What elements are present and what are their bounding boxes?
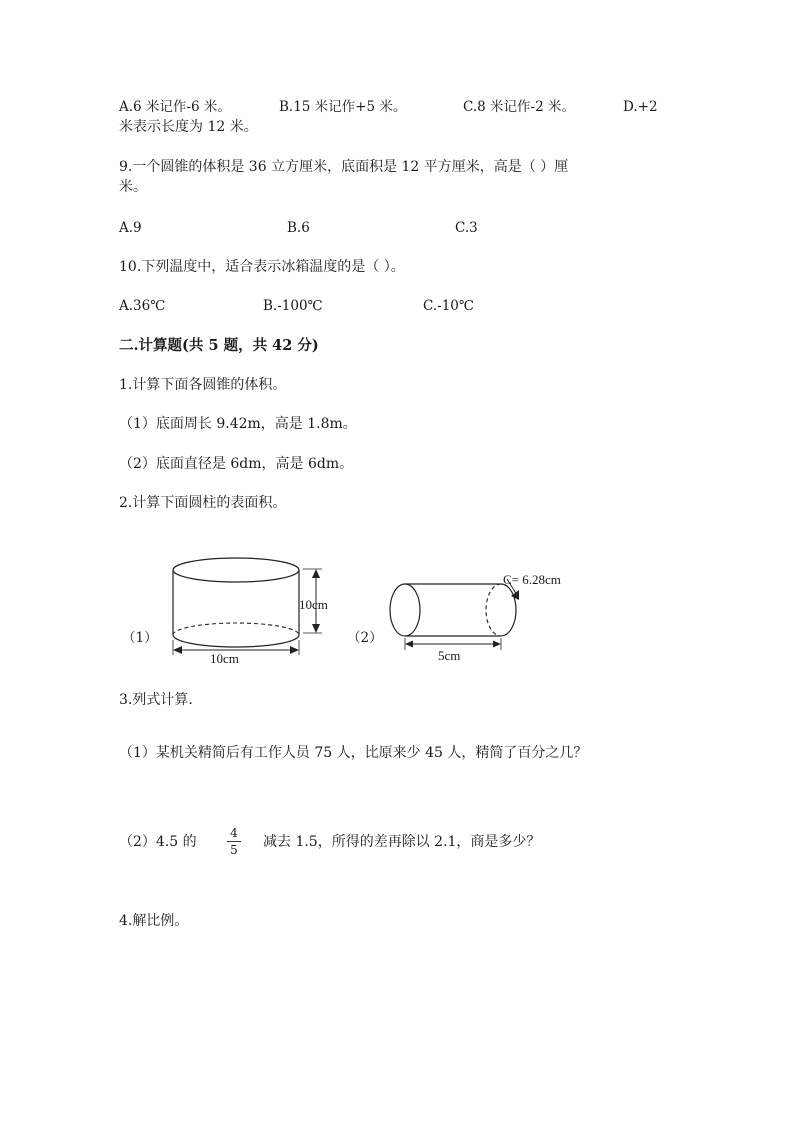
c3-part2-end: 减去 1.5，所得的差再除以 2.1，商是多少？ xyxy=(263,834,541,850)
q8-option-c: C.8 米记作-2 米。 xyxy=(463,99,575,115)
fraction-bar xyxy=(227,841,241,842)
q9-option-b: B.6 xyxy=(287,220,310,236)
fig1-width-label: 10cm xyxy=(210,651,239,666)
c2-title: 2.计算下面圆柱的表面积。 xyxy=(119,495,287,511)
q9-question-continued: 米。 xyxy=(119,179,147,195)
section-title: 二.计算题(共 5 题，共 42 分) xyxy=(119,337,319,354)
c1-title: 1.计算下面各圆锥的体积。 xyxy=(119,377,287,393)
fig1-label: （1） xyxy=(122,630,158,646)
c3-part2-start: （2）4.5 的 xyxy=(119,834,197,850)
fraction-denominator: 5 xyxy=(230,843,238,857)
q8-option-d: D.+2 xyxy=(623,99,658,115)
fig1-height-label: 10cm xyxy=(299,597,328,612)
q9-question: 9.一个圆锥的体积是 36 立方厘米，底面积是 12 平方厘米，高是（ ）厘 xyxy=(119,159,569,175)
q8-option-b: B.15 米记作+5 米。 xyxy=(279,99,407,115)
q9-option-c: C.3 xyxy=(455,220,478,236)
c4-title: 4.解比例。 xyxy=(119,913,189,929)
q8-option-a: A.6 米记作-6 米。 xyxy=(119,99,231,115)
q9-option-a: A.9 xyxy=(119,220,142,236)
q10-question: 10.下列温度中，适合表示冰箱温度的是（ ）。 xyxy=(119,259,405,275)
fraction-numerator: 4 xyxy=(230,826,238,840)
c1-part2: （2）底面直径是 6dm，高是 6dm。 xyxy=(119,456,354,472)
c1-part1: （1）底面周长 9.42m，高是 1.8m。 xyxy=(119,416,357,432)
c3-part1: （1）某机关精简后有工作人员 75 人，比原来少 45 人，精简了百分之几？ xyxy=(119,745,588,761)
fig2-label: （2） xyxy=(347,630,383,646)
q10-option-b: B.-100℃ xyxy=(263,298,323,314)
q10-option-a: A.36℃ xyxy=(119,298,166,314)
q10-option-c: C.-10℃ xyxy=(423,298,474,314)
fig2-length-label: 5cm xyxy=(438,648,461,663)
q8-option-d-continued: 米表示长度为 12 米。 xyxy=(119,119,258,135)
fraction xyxy=(226,826,242,857)
c3-title: 3.列式计算. xyxy=(119,692,193,708)
fig2-circumference-label: C= 6.28cm xyxy=(503,572,561,587)
